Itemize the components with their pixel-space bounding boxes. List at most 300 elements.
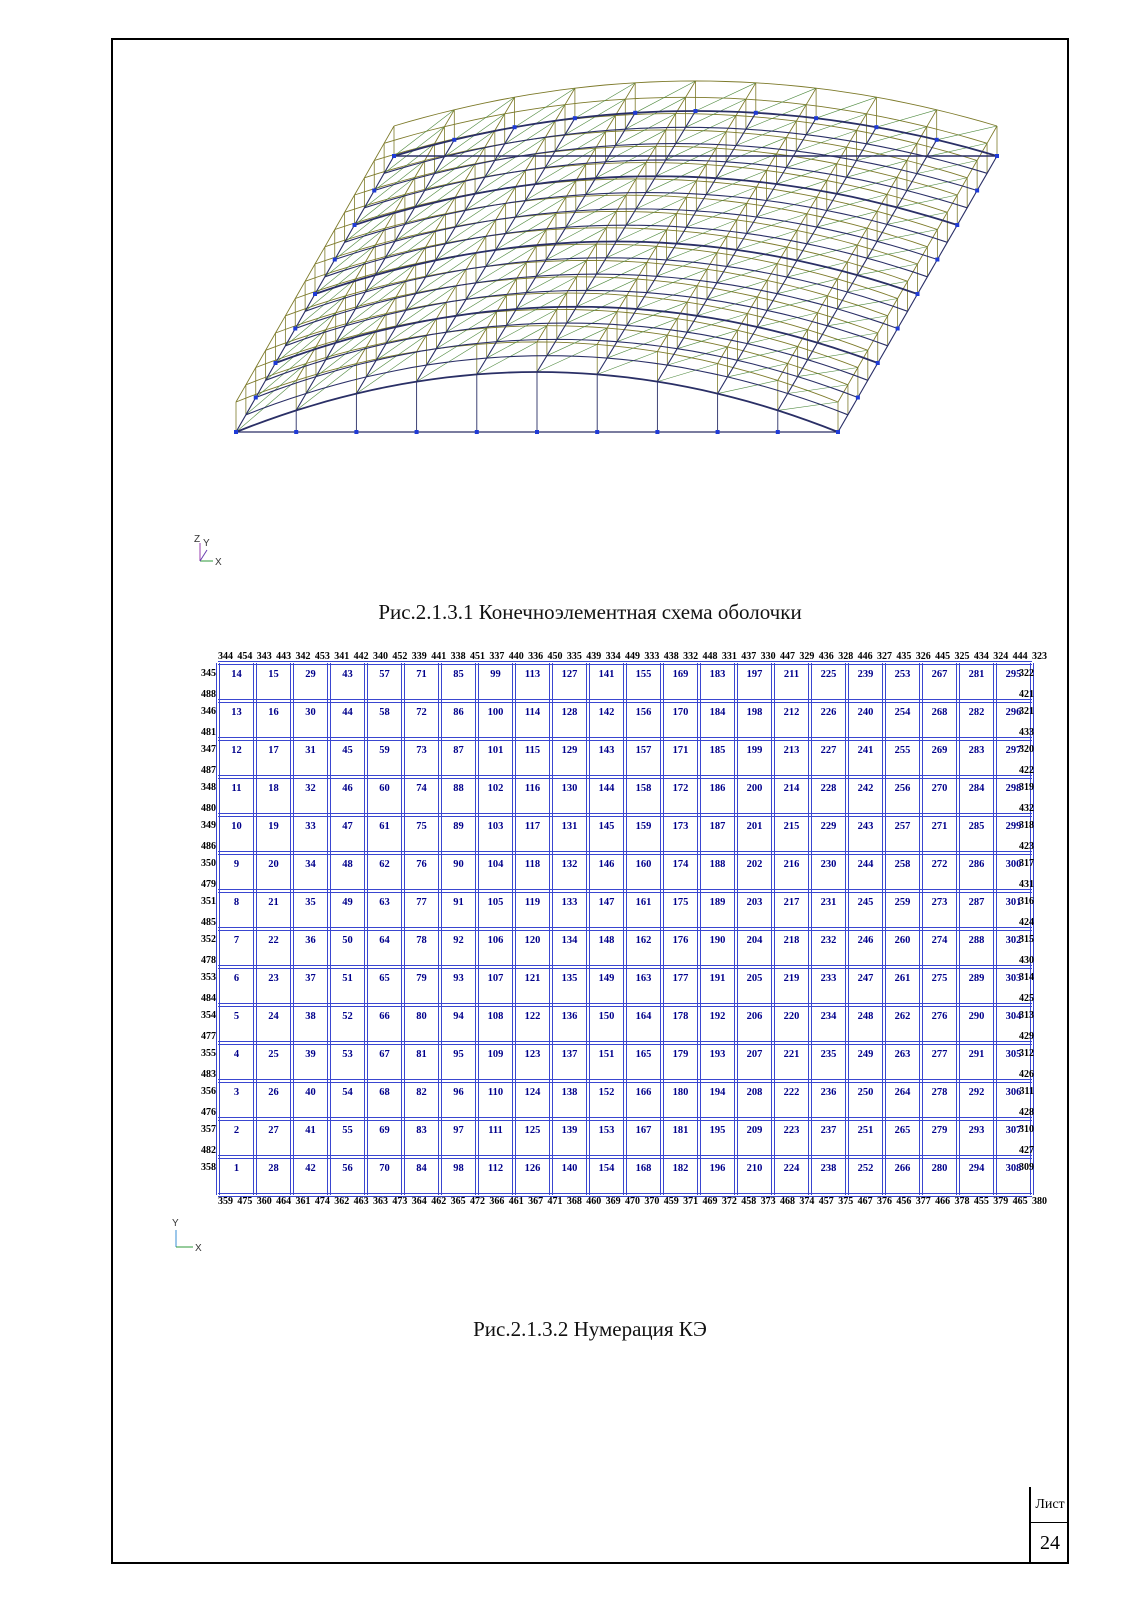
element-number: 262 xyxy=(894,1011,911,1022)
element-number: 254 xyxy=(894,707,911,718)
element-number: 288 xyxy=(968,935,985,946)
top-node-number: 337 xyxy=(489,651,505,662)
element-number: 7 xyxy=(233,935,240,946)
element-number: 308 xyxy=(1005,1163,1022,1174)
element-number: 141 xyxy=(598,669,615,680)
top-node-number: 446 xyxy=(857,651,873,662)
truss-diagonal xyxy=(788,385,848,394)
top-node-number: 449 xyxy=(625,651,640,662)
element-number: 44 xyxy=(342,707,353,718)
element-number: 166 xyxy=(635,1087,652,1098)
bottom-node-number: 362 xyxy=(334,1196,350,1207)
right-node-number: 318 xyxy=(1019,820,1034,831)
edge-node xyxy=(955,223,959,227)
bottom-node-number: 364 xyxy=(411,1196,427,1207)
element-number: 92 xyxy=(453,935,464,946)
right-node-number: 421 xyxy=(1019,689,1034,700)
element-number: 200 xyxy=(746,783,763,794)
element-number: 210 xyxy=(746,1163,763,1174)
top-node-number: 451 xyxy=(469,651,485,662)
element-number: 306 xyxy=(1005,1087,1022,1098)
bottom-node-number: 474 xyxy=(314,1196,330,1207)
edge-node xyxy=(372,189,376,193)
truss-layer xyxy=(236,81,997,432)
sheet-label: Лист xyxy=(1031,1487,1069,1523)
left-node-number: 351 xyxy=(201,896,216,907)
element-number: 247 xyxy=(857,973,874,984)
shell-arch xyxy=(364,160,967,208)
bottom-node-number: 455 xyxy=(973,1196,989,1207)
element-number: 221 xyxy=(783,1049,800,1060)
figure1-caption: Рис.2.1.3.1 Конечноэлементная схема оболочки xyxy=(378,600,802,624)
right-node-number: 309 xyxy=(1019,1162,1034,1173)
element-number: 203 xyxy=(746,897,763,908)
element-number: 121 xyxy=(524,973,541,984)
top-node-number: 437 xyxy=(741,651,757,662)
element-number: 250 xyxy=(857,1087,874,1098)
element-number: 215 xyxy=(783,821,800,832)
element-number: 97 xyxy=(453,1125,464,1136)
element-number: 72 xyxy=(416,707,427,718)
element-number: 37 xyxy=(305,973,316,984)
element-number: 63 xyxy=(379,897,390,908)
element-number: 307 xyxy=(1005,1125,1022,1136)
right-node-number: 322 xyxy=(1019,668,1034,679)
element-number: 11 xyxy=(231,783,242,794)
element-number: 76 xyxy=(416,859,427,870)
element-number: 270 xyxy=(931,783,948,794)
right-node-number: 314 xyxy=(1019,972,1034,983)
element-number: 99 xyxy=(490,669,501,680)
axis-triad-3d xyxy=(194,534,222,568)
bottom-node-number: 363 xyxy=(373,1196,389,1207)
element-number: 60 xyxy=(379,783,390,794)
right-node-number: 310 xyxy=(1019,1124,1034,1135)
element-number: 23 xyxy=(268,973,279,984)
bottom-node-number: 374 xyxy=(799,1196,815,1207)
element-number: 128 xyxy=(561,707,578,718)
element-number: 198 xyxy=(746,707,763,718)
element-number: 172 xyxy=(672,783,689,794)
bottom-node-number: 467 xyxy=(857,1196,873,1207)
element-number: 17 xyxy=(268,745,279,756)
element-number: 56 xyxy=(342,1163,353,1174)
element-number: 201 xyxy=(746,821,763,832)
element-number: 195 xyxy=(709,1125,726,1136)
top-node-number: 439 xyxy=(586,651,602,662)
bottom-node-number: 359 xyxy=(218,1196,233,1207)
top-node-number: 328 xyxy=(838,651,854,662)
element-number: 139 xyxy=(561,1125,578,1136)
truss-diagonal xyxy=(696,83,756,111)
back-node xyxy=(874,125,878,129)
element-number: 186 xyxy=(709,783,726,794)
edge-node xyxy=(916,292,920,296)
element-number: 197 xyxy=(746,669,763,680)
element-number: 206 xyxy=(746,1011,763,1022)
element-number: 273 xyxy=(931,897,948,908)
element-number: 240 xyxy=(857,707,874,718)
element-number: 80 xyxy=(416,1011,427,1022)
element-number: 151 xyxy=(598,1049,615,1060)
element-number: 257 xyxy=(894,821,911,832)
element-number: 5 xyxy=(233,1011,240,1022)
element-number: 75 xyxy=(416,821,427,832)
element-number: 86 xyxy=(453,707,464,718)
left-node-number: 350 xyxy=(201,858,216,869)
edge-node xyxy=(353,223,357,227)
bottom-node-number: 361 xyxy=(295,1196,311,1207)
element-number: 66 xyxy=(379,1011,390,1022)
element-number: 150 xyxy=(598,1011,615,1022)
element-number: 272 xyxy=(931,859,948,870)
left-node-number: 483 xyxy=(201,1069,216,1080)
element-number: 252 xyxy=(857,1163,874,1174)
element-number: 95 xyxy=(453,1049,464,1060)
element-number: 111 xyxy=(488,1125,503,1136)
truss-diagonal xyxy=(394,110,454,156)
element-number: 108 xyxy=(487,1011,504,1022)
truss-diagonal xyxy=(818,333,878,343)
element-number: 286 xyxy=(968,859,985,870)
element-number: 142 xyxy=(598,707,615,718)
element-number: 154 xyxy=(598,1163,615,1174)
right-node-number: 321 xyxy=(1019,706,1034,717)
element-number: 163 xyxy=(635,973,652,984)
element-number: 46 xyxy=(342,783,353,794)
bottom-node-number: 380 xyxy=(1032,1196,1047,1207)
right-node-number: 428 xyxy=(1019,1107,1034,1118)
element-number: 258 xyxy=(894,859,911,870)
support-nodes xyxy=(234,109,999,434)
bottom-node-number: 366 xyxy=(489,1196,505,1207)
top-node-number: 344 xyxy=(218,651,233,662)
element-number: 101 xyxy=(487,745,504,756)
edge-node xyxy=(836,430,840,434)
truss-diagonal xyxy=(597,352,657,375)
element-number: 51 xyxy=(342,973,353,984)
left-node-number: 478 xyxy=(201,955,216,966)
element-number: 103 xyxy=(487,821,504,832)
top-node-number: 339 xyxy=(411,651,427,662)
element-number: 159 xyxy=(635,821,652,832)
element-number: 107 xyxy=(487,973,504,984)
edge-node xyxy=(293,327,297,331)
element-number: 268 xyxy=(931,707,948,718)
element-number: 8 xyxy=(233,897,240,908)
left-node-number: 347 xyxy=(201,744,216,755)
element-number: 81 xyxy=(416,1049,427,1060)
left-node-number: 356 xyxy=(201,1086,216,1097)
top-node-number: 323 xyxy=(1032,651,1047,662)
top-node-number: 332 xyxy=(683,651,699,662)
left-node-number: 477 xyxy=(201,1031,216,1042)
element-number: 10 xyxy=(231,821,242,832)
x-axis-label: X xyxy=(195,1243,202,1254)
top-node-number: 434 xyxy=(973,651,989,662)
element-number: 227 xyxy=(820,745,837,756)
element-number: 253 xyxy=(894,669,911,680)
element-number: 282 xyxy=(968,707,985,718)
element-number: 244 xyxy=(857,859,874,870)
edge-node xyxy=(333,258,337,262)
element-number: 225 xyxy=(820,669,837,680)
top-node-number: 335 xyxy=(566,651,582,662)
grid-lines xyxy=(217,662,1034,1197)
element-number: 229 xyxy=(820,821,837,832)
element-number: 233 xyxy=(820,973,837,984)
element-number: 256 xyxy=(894,783,911,794)
left-node-number: 349 xyxy=(201,820,216,831)
element-number: 297 xyxy=(1005,745,1022,756)
y-axis-line xyxy=(200,550,207,561)
bottom-node-number: 456 xyxy=(896,1196,912,1207)
element-number: 209 xyxy=(746,1125,763,1136)
top-node-number: 452 xyxy=(392,651,408,662)
bottom-node-number: 472 xyxy=(469,1196,485,1207)
top-node-number: 436 xyxy=(818,651,834,662)
truss-diagonal xyxy=(857,264,917,275)
element-number: 133 xyxy=(561,897,578,908)
element-number: 100 xyxy=(487,707,504,718)
edge-node xyxy=(876,361,880,365)
truss-diagonal xyxy=(808,350,868,359)
bottom-node-number: 473 xyxy=(392,1196,408,1207)
element-number: 102 xyxy=(487,783,504,794)
element-number: 149 xyxy=(598,973,615,984)
element-number: 173 xyxy=(672,821,689,832)
bottom-node-number: 365 xyxy=(450,1196,466,1207)
element-number: 243 xyxy=(857,821,874,832)
element-number: 90 xyxy=(453,859,464,870)
right-node-number: 315 xyxy=(1019,934,1034,945)
support-node xyxy=(595,430,599,434)
right-node-number: 429 xyxy=(1019,1031,1034,1042)
element-number: 55 xyxy=(342,1125,353,1136)
top-node-number: 330 xyxy=(760,651,776,662)
element-number: 216 xyxy=(783,859,800,870)
element-number: 269 xyxy=(931,745,948,756)
element-number: 14 xyxy=(231,669,242,680)
element-number: 199 xyxy=(746,745,763,756)
element-number: 138 xyxy=(561,1087,578,1098)
element-number: 57 xyxy=(379,669,390,680)
element-number: 38 xyxy=(305,1011,316,1022)
element-number: 82 xyxy=(416,1087,427,1098)
element-number: 168 xyxy=(635,1163,652,1174)
element-number: 162 xyxy=(635,935,652,946)
element-number: 78 xyxy=(416,935,427,946)
element-number: 123 xyxy=(524,1049,541,1060)
element-number: 192 xyxy=(709,1011,726,1022)
element-number: 161 xyxy=(635,897,652,908)
support-node xyxy=(716,430,720,434)
shell-arch xyxy=(246,356,848,415)
left-node-number: 353 xyxy=(201,972,216,983)
edge-node xyxy=(274,361,278,365)
element-number: 248 xyxy=(857,1011,874,1022)
element-number: 88 xyxy=(453,783,464,794)
element-number: 125 xyxy=(524,1125,541,1136)
element-number: 16 xyxy=(268,707,279,718)
element-number: 136 xyxy=(561,1011,578,1022)
top-node-number: 447 xyxy=(780,651,796,662)
element-number: 190 xyxy=(709,935,726,946)
element-number: 277 xyxy=(931,1049,948,1060)
truss-diagonal xyxy=(816,97,876,118)
element-number: 79 xyxy=(416,973,427,984)
top-node-number: 324 xyxy=(993,651,1009,662)
element-number: 284 xyxy=(968,783,985,794)
element-number: 271 xyxy=(931,821,948,832)
support-node xyxy=(776,430,780,434)
back-node xyxy=(754,111,758,115)
element-number: 303 xyxy=(1005,973,1022,984)
bottom-node-number: 370 xyxy=(644,1196,660,1207)
element-number: 153 xyxy=(598,1125,615,1136)
element-number: 265 xyxy=(894,1125,911,1136)
element-number: 53 xyxy=(342,1049,353,1060)
element-number: 43 xyxy=(342,669,353,680)
element-number: 189 xyxy=(709,897,726,908)
bottom-node-number: 459 xyxy=(663,1196,679,1207)
element-number: 211 xyxy=(783,669,800,680)
left-node-number: 488 xyxy=(201,689,216,700)
bottom-node-number: 360 xyxy=(256,1196,272,1207)
element-number: 259 xyxy=(894,897,911,908)
element-number: 52 xyxy=(342,1011,353,1022)
bottom-node-number: 376 xyxy=(876,1196,892,1207)
element-number: 31 xyxy=(305,745,316,756)
element-number: 129 xyxy=(561,745,578,756)
top-node-number: 442 xyxy=(353,651,369,662)
element-number: 120 xyxy=(524,935,541,946)
element-number: 132 xyxy=(561,859,578,870)
element-number: 170 xyxy=(672,707,689,718)
x-axis-label: X xyxy=(215,557,222,568)
bottom-node-number: 375 xyxy=(838,1196,854,1207)
support-node xyxy=(535,430,539,434)
element-number: 91 xyxy=(453,897,464,908)
bottom-node-number: 457 xyxy=(818,1196,834,1207)
element-number: 242 xyxy=(857,783,874,794)
shell-purlin xyxy=(597,113,756,375)
element-number: 116 xyxy=(524,783,541,794)
left-node-number: 480 xyxy=(201,803,216,814)
element-number: 118 xyxy=(524,859,541,870)
right-node-number: 311 xyxy=(1019,1086,1034,1097)
top-node-number: 342 xyxy=(295,651,311,662)
element-number: 191 xyxy=(709,973,726,984)
back-node xyxy=(452,138,456,142)
left-node-number: 355 xyxy=(201,1048,216,1059)
element-number: 3 xyxy=(233,1087,240,1098)
edge-node xyxy=(313,292,317,296)
element-number: 290 xyxy=(968,1011,985,1022)
back-node xyxy=(935,138,939,142)
bottom-node-number: 458 xyxy=(741,1196,757,1207)
support-node xyxy=(354,430,358,434)
element-number: 143 xyxy=(598,745,615,756)
bottom-node-number: 377 xyxy=(915,1196,931,1207)
right-node-number: 317 xyxy=(1019,858,1034,869)
top-node-number: 443 xyxy=(276,651,292,662)
element-number: 124 xyxy=(524,1087,541,1098)
element-number: 222 xyxy=(783,1087,800,1098)
bottom-node-number: 372 xyxy=(721,1196,737,1207)
bottom-node-number: 369 xyxy=(605,1196,621,1207)
bottom-node-number: 368 xyxy=(566,1196,582,1207)
top-node-number: 331 xyxy=(721,651,737,662)
element-number: 160 xyxy=(635,859,652,870)
element-number: 33 xyxy=(305,821,316,832)
element-number: 196 xyxy=(709,1163,726,1174)
shell-arch xyxy=(335,209,938,260)
back-node xyxy=(814,116,818,120)
truss-diagonal xyxy=(877,230,937,242)
top-node-number: 338 xyxy=(450,651,466,662)
element-number: 212 xyxy=(783,707,800,718)
element-number: 114 xyxy=(524,707,541,718)
element-number: 261 xyxy=(894,973,911,984)
element-number: 58 xyxy=(379,707,390,718)
truss-diagonal xyxy=(236,380,296,432)
element-number: 246 xyxy=(857,935,874,946)
element-number: 165 xyxy=(635,1049,652,1060)
element-number: 30 xyxy=(305,707,316,718)
support-node xyxy=(655,430,659,434)
top-node-number: 435 xyxy=(896,651,912,662)
element-number: 187 xyxy=(709,821,726,832)
element-number: 178 xyxy=(672,1011,689,1022)
fe-numbering-grid xyxy=(0,620,1132,1320)
element-number: 69 xyxy=(379,1125,390,1136)
bottom-node-number: 469 xyxy=(702,1196,718,1207)
element-number: 224 xyxy=(783,1163,800,1174)
element-number: 12 xyxy=(231,745,242,756)
element-number: 305 xyxy=(1005,1049,1022,1060)
element-number: 280 xyxy=(931,1163,948,1174)
right-node-number: 426 xyxy=(1019,1069,1034,1080)
element-number: 115 xyxy=(524,745,541,756)
element-number: 208 xyxy=(746,1087,763,1098)
element-number: 131 xyxy=(561,821,578,832)
bottom-node-number: 373 xyxy=(760,1196,776,1207)
bottom-node-number: 379 xyxy=(993,1196,1009,1207)
element-number: 279 xyxy=(931,1125,948,1136)
element-number: 184 xyxy=(709,707,726,718)
right-node-number: 320 xyxy=(1019,744,1034,755)
element-number: 25 xyxy=(268,1049,279,1060)
element-number: 127 xyxy=(561,669,578,680)
top-node-number: 450 xyxy=(547,651,563,662)
left-node-number: 352 xyxy=(201,934,216,945)
element-number: 77 xyxy=(416,897,427,908)
element-number: 93 xyxy=(453,973,464,984)
back-node xyxy=(995,154,999,158)
element-number: 67 xyxy=(379,1049,390,1060)
element-number: 183 xyxy=(709,669,726,680)
element-number: 251 xyxy=(857,1125,874,1136)
bottom-node-number: 367 xyxy=(528,1196,544,1207)
back-node xyxy=(573,116,577,120)
element-number: 295 xyxy=(1005,669,1022,680)
truss-diagonal xyxy=(827,316,887,326)
element-number: 263 xyxy=(894,1049,911,1060)
element-number: 289 xyxy=(968,973,985,984)
element-number: 49 xyxy=(342,897,353,908)
right-node-number: 432 xyxy=(1019,803,1034,814)
